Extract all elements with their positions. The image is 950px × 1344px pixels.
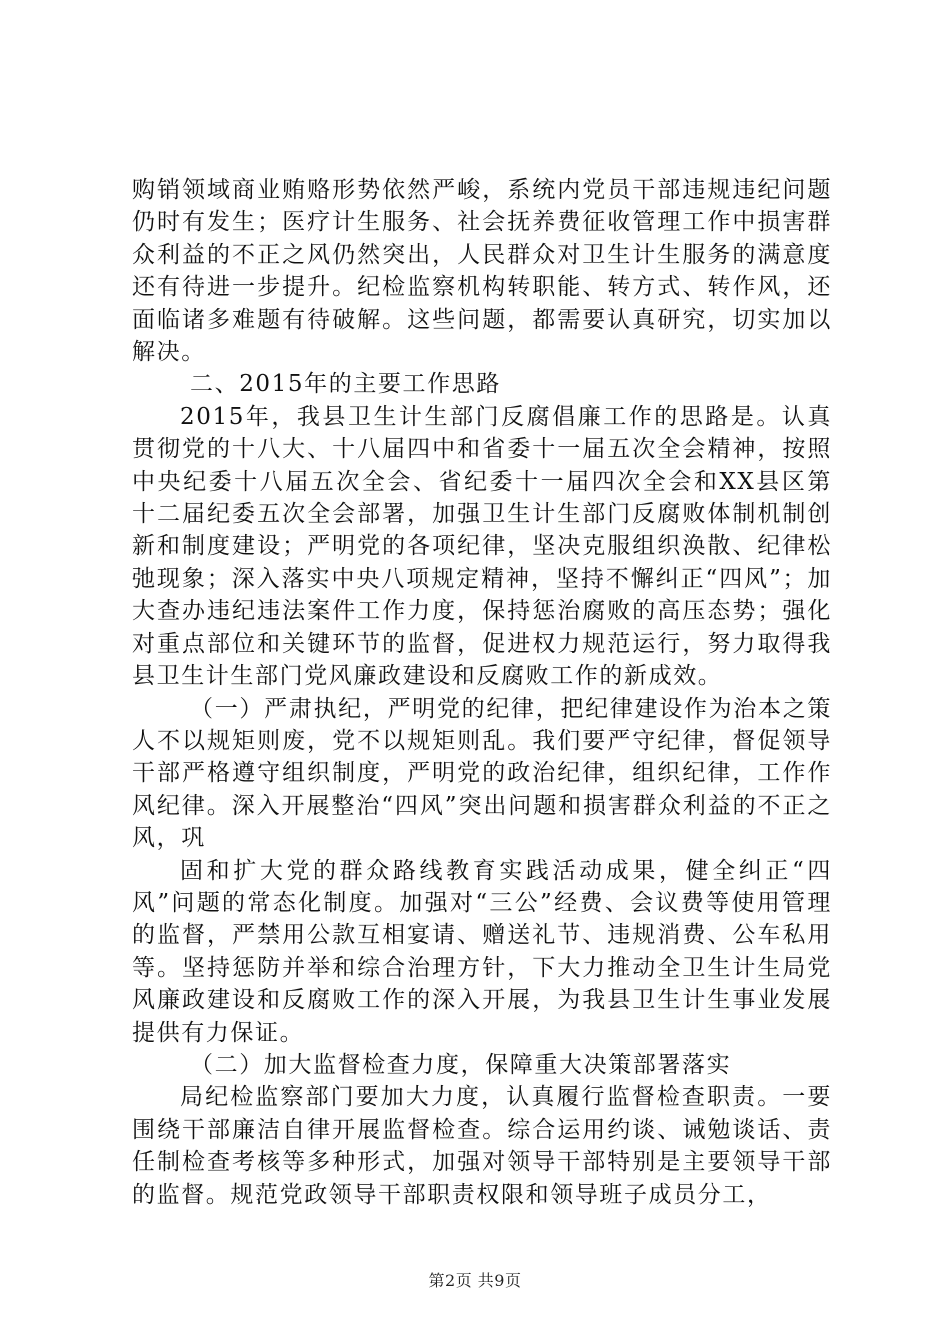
paragraph-strict-discipline: （一）严肃执纪，严明党的纪律，把纪律建设作为治本之策人不以规矩则废，党不以规矩则乱。我们要严守纪律，督促领导干部严格遵守组织制度，严明党的政治纪律，组织纪律，工作作风纪律。深入开展整治“四风”突出问题和损害群众利益的不正之风，巩 (132, 695, 832, 852)
page-footer (0, 1268, 950, 1291)
paragraph-2015-work-ideas: 2015年，我县卫生计生部门反腐倡廉工作的思路是。认真贯彻党的十八大、十八届四中和省委十一届五次全会精神，按照中央纪委十八届五次全会、省纪委十一届四次全会和XX县区第十二届纪委五次全会部署，加强卫生计生部门反腐败体制机制创新和制度建设；严明党的各项纪律，坚决克服组织涣散、纪律松弛现象；深入落实中央八项规定精神，坚持不懈纠正“四风”；加大查办违纪违法案件工作力度，保持惩治腐败的高压态势；强化对重点部位和关键环节的监督，促进权力规范运行，努力取得我县卫生计生部门党风廉政建设和反腐败工作的新成效。 (132, 403, 832, 690)
page-number-label: 第2页 共9页 (428, 1271, 522, 1290)
section-heading-2015-work-ideas: 二、2015年的主要工作思路 (190, 371, 501, 398)
document-body (132, 174, 832, 1211)
paragraph-supervision: 局纪检监察部门要加大力度，认真履行监督检查职责。一要围绕干部廉洁自律开展监督检查。综合运用约谈、诫勉谈话、责任制检查考核等多种形式，加强对领导干部特别是主要领导干部的监督。规范党政领导干部职责权限和领导班子成员分工， (132, 1084, 832, 1208)
paragraph-problems: 购销领域商业贿赂形势依然严峻，系统内党员干部违规违纪问题仍时有发生；医疗计生服务、社会抚养费征收管理工作中损害群众利益的不正之风仍然突出，人民群众对卫生计生服务的满意度还有待进一步提升。纪检监察机构转职能、转方式、转作风，还面临诸多难题有待破解。这些问题，都需要认真研究，切实加以解决。 (132, 177, 832, 366)
paragraph-consolidate-results: 固和扩大党的群众路线教育实践活动成果，健全纠正“四风”问题的常态化制度。加强对“三公”经费、会议费等使用管理的监督，严禁用公款互相宴请、赠送礼节、违规消费、公车私用等。坚持惩防并举和综合治理方针，下大力推动全卫生计生局党风廉政建设和反腐败工作的深入开展，为我县卫生计生事业发展提供有力保证。 (132, 857, 832, 1046)
subheading-supervision: （二）加大监督检查力度，保障重大决策部署落实 (190, 1051, 732, 1078)
